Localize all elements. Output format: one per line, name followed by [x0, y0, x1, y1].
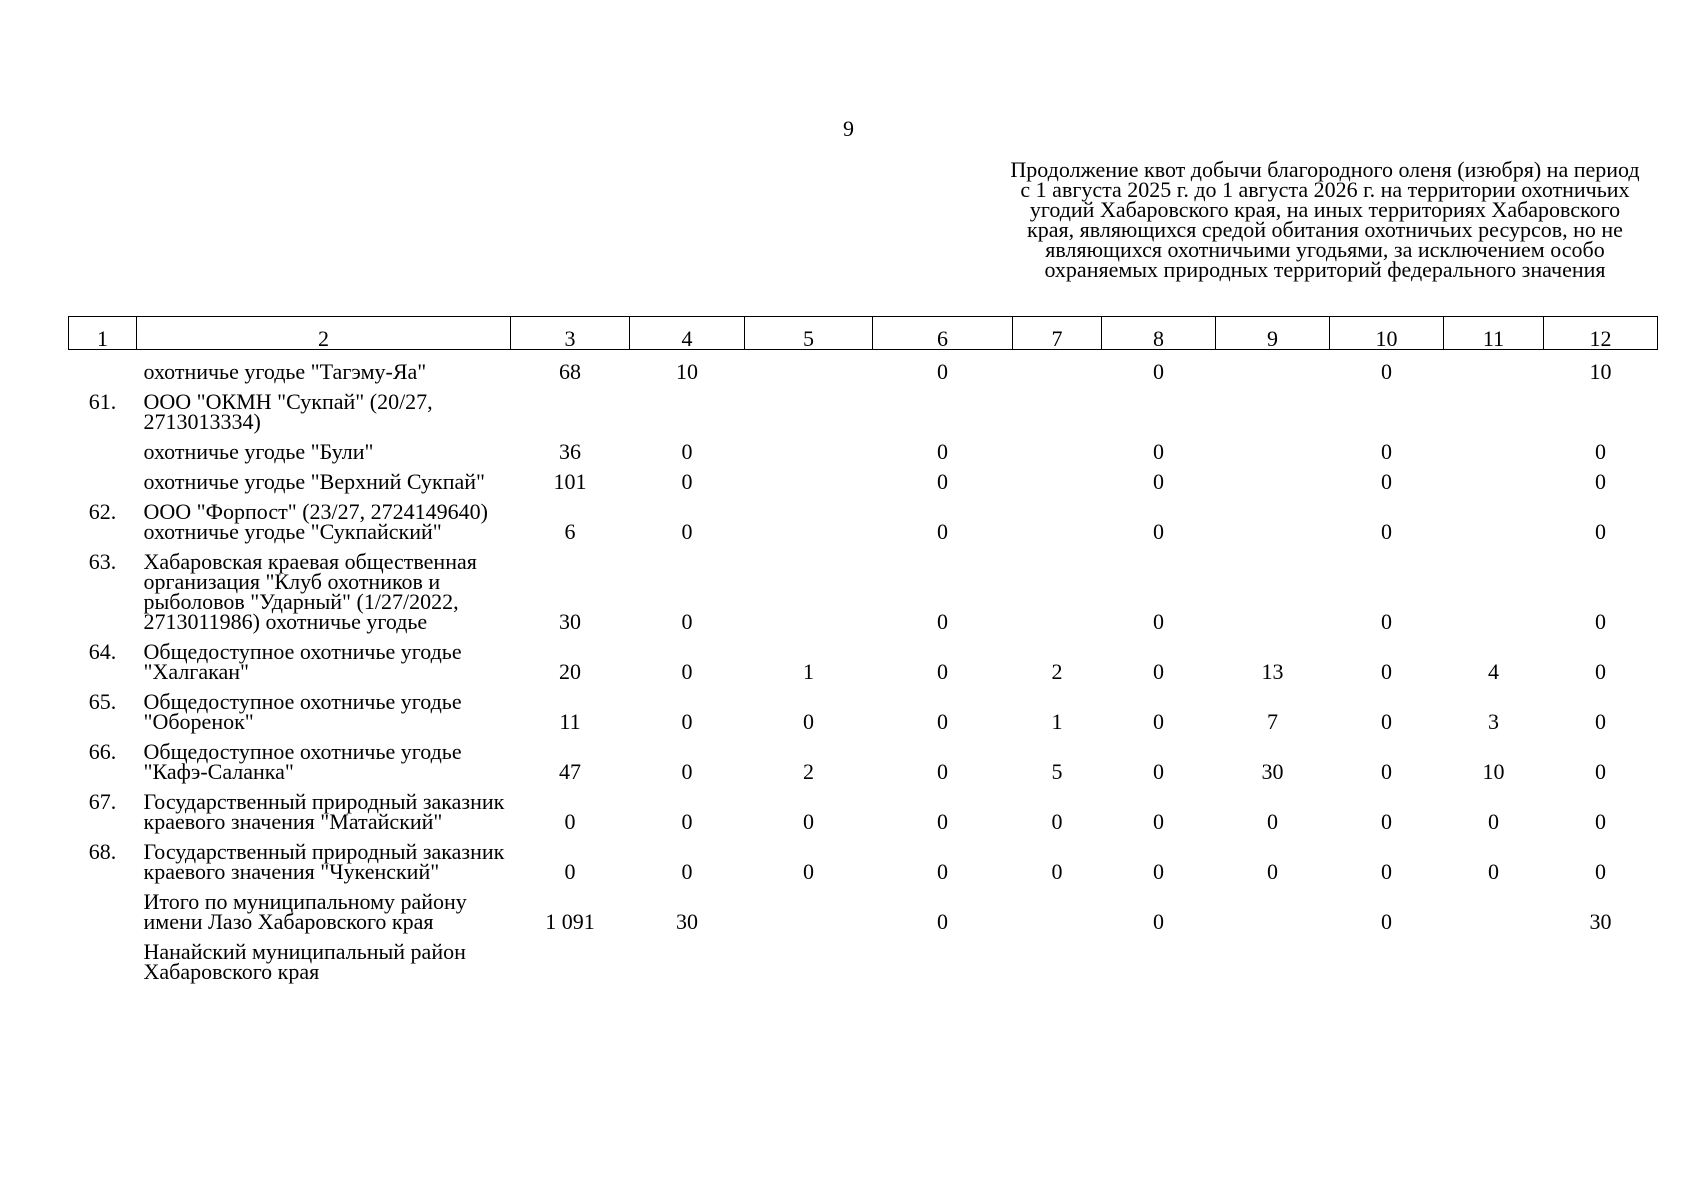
- value-cell: 0: [937, 659, 948, 684]
- column-header-5: 5: [745, 317, 873, 350]
- page-number: 9: [843, 116, 854, 141]
- value-cell: [745, 932, 873, 982]
- row-number-cell: [69, 882, 137, 932]
- column-header-1: 1: [69, 317, 137, 350]
- row-name-cell: ООО "Форпост" (23/27, 2724149640) охотничье угодье "Сукпайский": [143, 499, 488, 544]
- value-cell: [1013, 382, 1102, 432]
- value-cell: [511, 932, 630, 982]
- value-cell: 0: [937, 519, 948, 544]
- value-cell: 7: [1267, 709, 1278, 734]
- value-cell: 10: [1482, 759, 1505, 784]
- value-cell: 0: [1381, 359, 1392, 384]
- value-cell: 0: [1381, 469, 1392, 494]
- value-cell: 0: [1381, 659, 1392, 684]
- value-cell: [1013, 542, 1102, 632]
- value-cell: [745, 462, 873, 492]
- row-name-cell: Нанайский муниципальный район Хабаровского края: [143, 939, 466, 984]
- row-name-cell: Общедоступное охотничье угодье "Кафэ-Саланка": [143, 739, 462, 784]
- table-caption: Продолжение квот добычи благородного оленя (изюбря) на период с 1 августа 2025 г. до 1 августа 2026 г. на территории охотничьих угодий Хабаровского края, на иных территориях Хабаровского края, являющихся средой обитания охотничьих ресурсов, но не являющихся охотничьими угодьями, за исключением особо охраняемых природных территорий федерального значения: [1010, 157, 1640, 282]
- column-header-4: 4: [630, 317, 745, 350]
- value-cell: 0: [1153, 519, 1164, 544]
- value-cell: 0: [1153, 809, 1164, 834]
- value-cell: 0: [1595, 659, 1606, 684]
- value-cell: 0: [1153, 909, 1164, 934]
- value-cell: 4: [1488, 659, 1499, 684]
- row-number-cell: 61.: [88, 389, 117, 414]
- row-number-cell: 68.: [88, 839, 117, 864]
- table-row: [69, 832, 1658, 882]
- value-cell: [873, 932, 1013, 982]
- value-cell: 0: [937, 359, 948, 384]
- value-cell: 0: [937, 859, 948, 884]
- value-cell: 10: [676, 359, 698, 384]
- value-cell: [1013, 932, 1102, 982]
- value-cell: 0: [681, 519, 693, 544]
- value-cell: 0: [1595, 759, 1606, 784]
- value-cell: 0: [937, 809, 948, 834]
- value-cell: 0: [1595, 469, 1606, 494]
- table-row: [69, 782, 1658, 832]
- value-cell: [1216, 382, 1330, 432]
- row-number-cell: 67.: [88, 789, 117, 814]
- value-cell: 0: [803, 809, 814, 834]
- value-cell: 0: [681, 609, 693, 634]
- value-cell: [1216, 492, 1330, 542]
- value-cell: [1216, 932, 1330, 982]
- value-cell: 0: [1595, 609, 1606, 634]
- column-number-header-row: [69, 317, 1658, 350]
- row-name-cell: охотничье угодье "Верхний Сукпай": [143, 469, 486, 494]
- value-cell: [1330, 932, 1444, 982]
- value-cell: 0: [1381, 759, 1392, 784]
- value-cell: 0: [1153, 469, 1164, 494]
- value-cell: 0: [1381, 809, 1392, 834]
- value-cell: 0: [937, 609, 948, 634]
- value-cell: [1444, 432, 1544, 462]
- value-cell: [745, 492, 873, 542]
- value-cell: 0: [937, 759, 948, 784]
- value-cell: 0: [1595, 809, 1606, 834]
- value-cell: 0: [1153, 709, 1164, 734]
- table-row: [69, 542, 1658, 632]
- column-header-7: 7: [1013, 317, 1102, 350]
- value-cell: 36: [559, 439, 581, 464]
- row-name-cell: охотничье угодье "Тагэму-Яа": [143, 359, 427, 384]
- value-cell: 0: [681, 759, 693, 784]
- value-cell: 1 091: [545, 909, 595, 934]
- table-row: [69, 492, 1658, 542]
- value-cell: 0: [1051, 809, 1063, 834]
- value-cell: [745, 542, 873, 632]
- value-cell: 30: [676, 909, 698, 934]
- row-number-cell: 66.: [88, 739, 117, 764]
- table-row: [69, 882, 1658, 932]
- value-cell: [1444, 350, 1544, 383]
- row-number-cell: [69, 932, 137, 982]
- value-cell: [1216, 542, 1330, 632]
- value-cell: 11: [559, 709, 581, 734]
- value-cell: [1444, 462, 1544, 492]
- value-cell: [873, 382, 1013, 432]
- value-cell: 0: [1595, 439, 1606, 464]
- row-name-cell: Общедоступное охотничье угодье "Оборенок": [143, 689, 462, 734]
- value-cell: [745, 350, 873, 383]
- value-cell: [1216, 350, 1330, 383]
- table-row: [69, 382, 1658, 432]
- column-header-9: 9: [1216, 317, 1330, 350]
- table-body: [69, 350, 1658, 983]
- value-cell: 0: [1381, 609, 1392, 634]
- value-cell: [1013, 882, 1102, 932]
- value-cell: 0: [564, 809, 576, 834]
- row-name-cell: Общедоступное охотничье угодье "Халгакан": [143, 639, 462, 684]
- row-name-cell: Государственный природный заказник краевого значения "Матайский": [143, 789, 505, 834]
- table-row: [69, 682, 1658, 732]
- value-cell: [1216, 882, 1330, 932]
- row-number-cell: 65.: [88, 689, 117, 714]
- value-cell: 0: [1595, 709, 1606, 734]
- value-cell: 0: [1153, 359, 1164, 384]
- column-header-11: 11: [1444, 317, 1544, 350]
- value-cell: [1444, 542, 1544, 632]
- value-cell: 0: [803, 859, 814, 884]
- value-cell: 0: [681, 469, 693, 494]
- value-cell: [1013, 462, 1102, 492]
- table-row: [69, 350, 1658, 383]
- value-cell: 0: [1488, 859, 1499, 884]
- value-cell: 0: [1153, 609, 1164, 634]
- value-cell: 0: [937, 709, 948, 734]
- value-cell: [1544, 382, 1658, 432]
- value-cell: [511, 382, 630, 432]
- value-cell: [1216, 432, 1330, 462]
- value-cell: [1013, 350, 1102, 383]
- value-cell: 0: [1381, 859, 1392, 884]
- value-cell: [1444, 932, 1544, 982]
- value-cell: [1444, 492, 1544, 542]
- value-cell: 0: [681, 659, 693, 684]
- value-cell: 13: [1261, 659, 1284, 684]
- value-cell: 0: [1267, 809, 1278, 834]
- value-cell: [1330, 382, 1444, 432]
- column-header-8: 8: [1102, 317, 1216, 350]
- column-header-12: 12: [1544, 317, 1658, 350]
- value-cell: 0: [1381, 519, 1392, 544]
- table-row: [69, 732, 1658, 782]
- value-cell: 10: [1589, 359, 1612, 384]
- column-header-10: 10: [1330, 317, 1444, 350]
- value-cell: 0: [1381, 439, 1392, 464]
- table-row: [69, 632, 1658, 682]
- row-number-cell: [69, 432, 137, 462]
- value-cell: 0: [564, 859, 576, 884]
- value-cell: 0: [937, 909, 948, 934]
- value-cell: 0: [937, 439, 948, 464]
- value-cell: 0: [1381, 709, 1392, 734]
- value-cell: 0: [1153, 659, 1164, 684]
- value-cell: 0: [1267, 859, 1278, 884]
- value-cell: 0: [681, 709, 693, 734]
- value-cell: [1102, 932, 1216, 982]
- value-cell: 0: [1153, 439, 1164, 464]
- value-cell: 2: [1051, 659, 1063, 684]
- table-row: [69, 462, 1658, 492]
- table-row: [69, 432, 1658, 462]
- value-cell: [1102, 382, 1216, 432]
- row-number-cell: 64.: [88, 639, 117, 664]
- value-cell: 5: [1051, 759, 1063, 784]
- value-cell: [1216, 462, 1330, 492]
- row-number-cell: 62.: [88, 499, 117, 524]
- row-name-cell: охотничье угодье "Були": [143, 439, 374, 464]
- row-number-cell: 63.: [88, 549, 117, 574]
- row-name-cell: Государственный природный заказник краевого значения "Чукенский": [143, 839, 505, 884]
- value-cell: [745, 882, 873, 932]
- value-cell: 0: [1051, 859, 1063, 884]
- value-cell: [630, 382, 745, 432]
- value-cell: 0: [1595, 519, 1606, 544]
- value-cell: 0: [1153, 759, 1164, 784]
- value-cell: 3: [1488, 709, 1499, 734]
- value-cell: 68: [559, 359, 581, 384]
- column-header-3: 3: [511, 317, 630, 350]
- value-cell: 1: [803, 659, 814, 684]
- row-name-cell: ООО "ОКМН "Сукпай" (20/27, 2713013334): [143, 389, 433, 434]
- value-cell: 0: [1381, 909, 1392, 934]
- value-cell: [745, 432, 873, 462]
- value-cell: 1: [1051, 709, 1063, 734]
- row-name-cell: Итого по муниципальному району имени Лазо Хабаровского края: [143, 889, 467, 934]
- row-number-cell: [69, 462, 137, 492]
- value-cell: 6: [564, 519, 576, 544]
- value-cell: 0: [681, 859, 693, 884]
- value-cell: 0: [1153, 859, 1164, 884]
- table-row: [69, 932, 1658, 982]
- row-name-cell: Хабаровская краевая общественная организация "Клуб охотников и рыболовов "Ударный" (1/27/2022, 2713011986) охотничье угодье: [143, 549, 477, 634]
- value-cell: 0: [803, 709, 814, 734]
- value-cell: [1444, 882, 1544, 932]
- value-cell: 0: [1488, 809, 1499, 834]
- value-cell: [1544, 932, 1658, 982]
- value-cell: 0: [681, 439, 693, 464]
- value-cell: 30: [1261, 759, 1284, 784]
- value-cell: [745, 382, 873, 432]
- value-cell: [1013, 492, 1102, 542]
- value-cell: 47: [559, 759, 581, 784]
- value-cell: 2: [803, 759, 814, 784]
- value-cell: 30: [1589, 909, 1612, 934]
- column-header-2: 2: [137, 317, 511, 350]
- value-cell: [1444, 382, 1544, 432]
- value-cell: [630, 932, 745, 982]
- value-cell: [1013, 432, 1102, 462]
- row-number-cell: [69, 350, 137, 383]
- quota-table: [68, 316, 1658, 982]
- value-cell: 20: [559, 659, 581, 684]
- column-header-6: 6: [873, 317, 1013, 350]
- value-cell: 0: [1595, 859, 1606, 884]
- value-cell: 0: [937, 469, 948, 494]
- value-cell: 30: [559, 609, 581, 634]
- value-cell: 101: [553, 469, 587, 494]
- value-cell: 0: [681, 809, 693, 834]
